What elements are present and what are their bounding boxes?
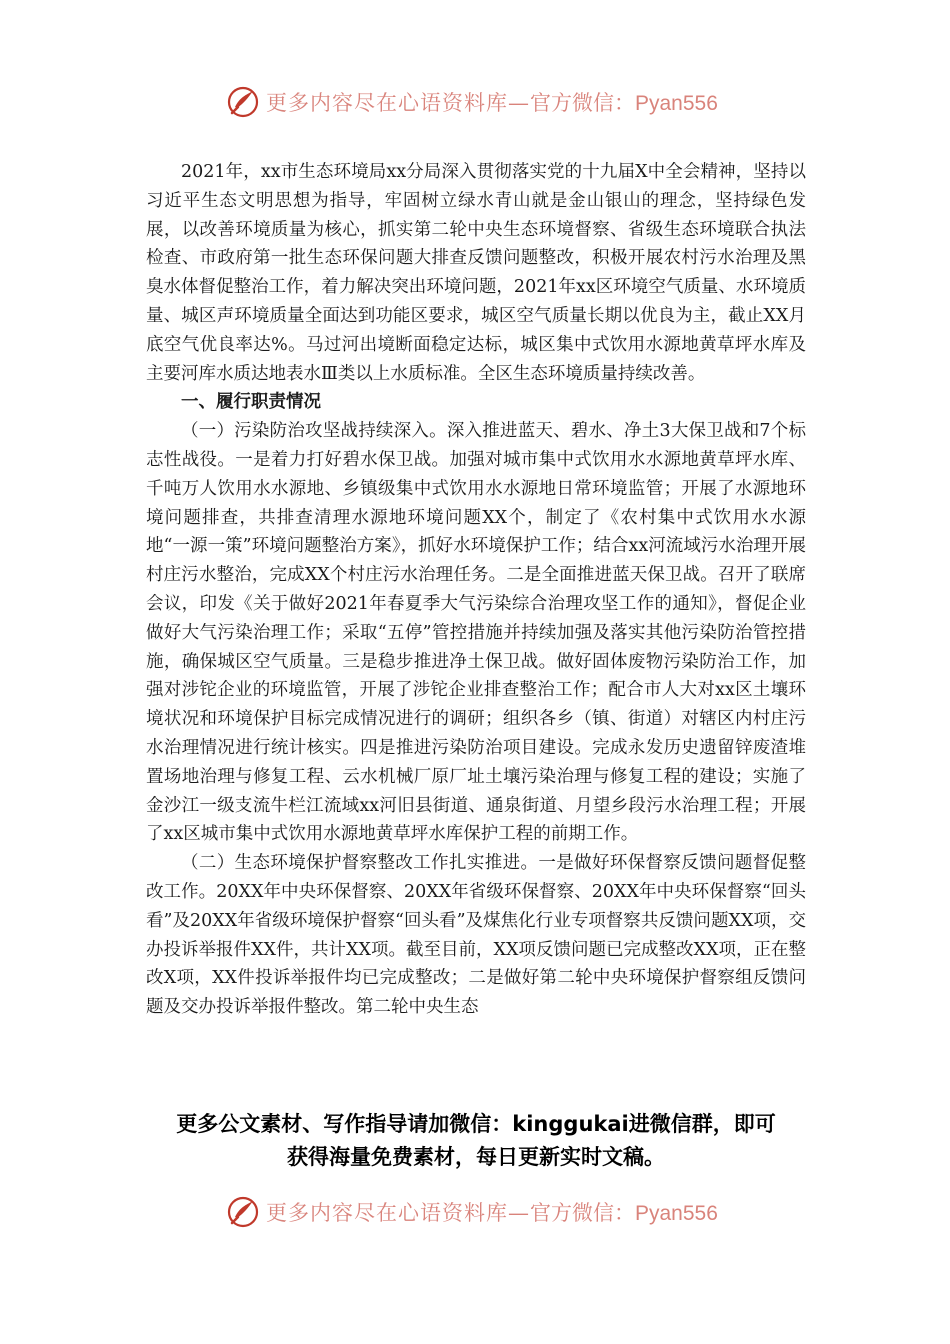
paragraph-pollution-control: （一）污染防治攻坚战持续深入。深入推进蓝天、碧水、净土3大保卫战和7个标志性战役。一是着力打好碧水保卫战。加强对城市集中式饮用水水源地黄草坪水库、千吨万人饮用水水源地、乡镇级集中式饮用水水源地日常环境监管；开展了水源地环境问题排查，共排查清理水源地环境问题XX个，制定了《农村集中式饮用水水源地“一源一策”环境问题整治方案》，抓好水环境保护工作；结合xx河流域污水治理开展村庄污水整治，完成XX个村庄污水治理任务。二是全面推进蓝天保卫战。召开了联席会议，印发《关于做好2021年春夏季大气污染综合治理攻坚工作的通知》，督促企业做好大气污染治理工作；采取“五停”管控措施并持续加强及落实其他污染防治管控措施，确保城区空气质量。三是稳步推进净土保卫战。做好固体废物污染防治工作，加强对涉铊企业的环境监管，开展了涉铊企业排查整治工作；配合市人大对xx区土壤环境状况和环境保护目标完成情况进行的调研；组织各乡（镇、街道）对辖区内村庄污水治理情况进行统计核实。四是推进污染防治项目建设。完成永发历史遗留锌废渣堆置场地治理与修复工程、云水机械厂原厂址土壤污染治理与修复工程的建设；实施了金沙江一级支流牛栏江流域xx河旧县街道、通泉街道、月望乡段污水治理工程；开展了xx区城市集中式饮用水源地黄草坪水库保护工程的前期工作。 (146, 421, 806, 845)
promo-notice (140, 1108, 812, 1174)
banner-text: 更多内容尽在心语资料库— (266, 1201, 530, 1225)
banner-wechat-id: 官方微信：Pyan556 (530, 1202, 718, 1225)
header-banner (0, 80, 950, 124)
paragraph-inspection-rectification: （二）生态环境保护督察整改工作扎实推进。一是做好环保督察反馈问题督促整改工作。20XX年中央环保督察、20XX年省级环保督察、20XX年中央环保督察“回头看”及20XX年省级环境保护督察“回头看”及煤焦化行业专项督察共反馈问题XX项，交办投诉举报件XX件，共计XX项。截至目前，XX项反馈问题已完成整改XX项，正在整改X项，XX件投诉举报件均已完成整改；二是做好第二轮中央环境保护督察组反馈问题及交办投诉举报件整改。第二轮中央生态 (146, 853, 806, 1018)
intro-paragraph: 2021年，xx市生态环境局xx分局深入贯彻落实党的十九届X中全会精神，坚持以习近平生态文明思想为指导，牢固树立绿水青山就是金山银山的理念，坚持绿色发展，以改善环境质量为核心，抓实第二轮中央生态环境督察、省级生态环境联合执法检查、市政府第一批生态环保问题大排查反馈问题整改，积极开展农村污水治理及黑臭水体督促整治工作，着力解决突出环境问题，2021年xx区环境空气质量、水环境质量、城区声环境质量全面达到功能区要求，城区空气质量长期以优良为主，截止XX月底空气优良率达%。马过河出境断面稳定达标，城区集中式饮用水源地黄草坪水库及主要河库水质达地表水Ⅲ类以上水质标准。全区生态环境质量持续改善。 (146, 162, 806, 384)
promo-line-1: 更多公文素材、写作指导请加微信：kinggukai进微信群，即可 (176, 1112, 776, 1136)
document-body (146, 158, 806, 1022)
pen-logo-icon (226, 85, 260, 119)
footer-banner (0, 1190, 950, 1234)
pen-logo-icon (226, 1195, 260, 1229)
section-heading: 一、履行职责情况 (181, 392, 321, 413)
promo-line-2: 获得海量免费素材，每日更新实时文稿。 (287, 1145, 665, 1169)
banner-wechat-id: 官方微信：Pyan556 (530, 92, 718, 115)
banner-text: 更多内容尽在心语资料库— (266, 91, 530, 115)
